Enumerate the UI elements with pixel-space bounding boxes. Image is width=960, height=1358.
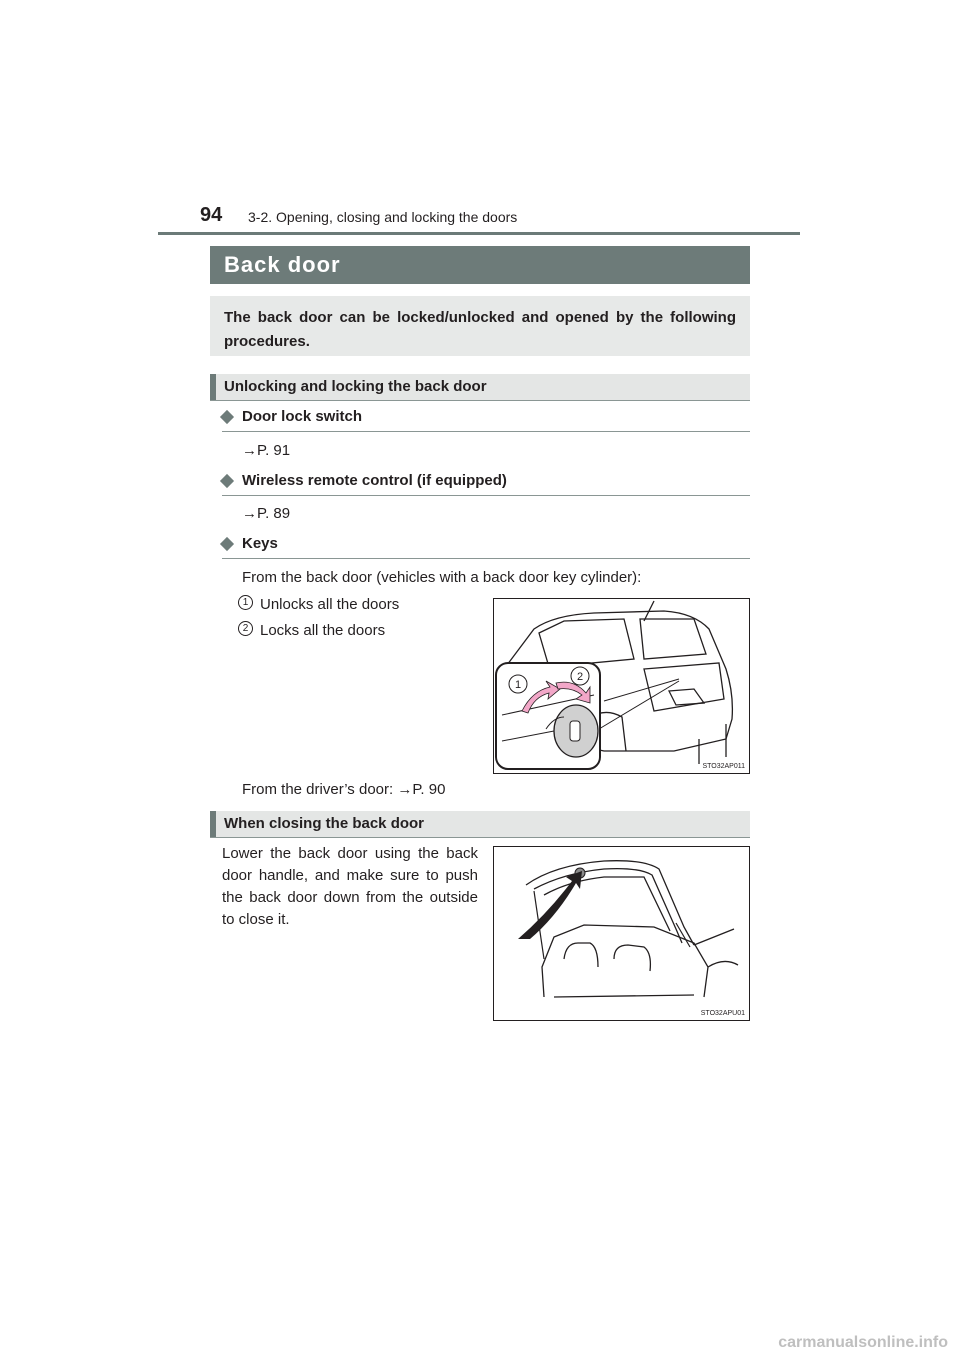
diamond-bullet-icon — [220, 474, 234, 488]
page-number: 94 — [200, 204, 223, 226]
open-back-door-illustration — [494, 847, 749, 1020]
item-label: Door lock switch — [242, 408, 363, 425]
intro-box — [210, 296, 750, 356]
step-text: Unlocks all the doors — [260, 596, 400, 613]
header-rule — [158, 232, 800, 235]
title-bar — [210, 246, 750, 284]
closing-text-block — [222, 843, 478, 931]
keys-intro: From the back door (vehicles with a back door key cylinder): — [242, 569, 642, 586]
page-title: Back door — [224, 252, 341, 277]
step-number: 2 — [238, 621, 253, 636]
closing-text: Lower the back door using the back door handle, and make sure to push the back door down from the outside to close it. — [222, 845, 478, 928]
driver-door-ref: From the driver’s door: →P. 90 — [242, 781, 446, 798]
step-number: 1 — [238, 595, 253, 610]
watermark: carmanualsonline.info — [778, 1334, 948, 1351]
item-label: Keys — [242, 535, 278, 552]
car-rear-illustration — [494, 599, 749, 773]
figure-label-2: 2 — [576, 671, 584, 683]
figure-code: STO32APU01 — [700, 1010, 745, 1017]
diamond-bullet-icon — [220, 410, 234, 424]
item-wireless-remote — [222, 469, 750, 496]
step-text: Locks all the doors — [260, 622, 386, 639]
subheading-bar-unlocking — [210, 374, 750, 401]
item-label: Wireless remote control (if equipped) — [242, 472, 507, 489]
figure-closing-back-door — [493, 846, 750, 1021]
intro-text: The back door can be locked/unlocked and opened by the following procedures. — [224, 309, 736, 350]
figure-key-cylinder — [493, 598, 750, 774]
page-ref-link[interactable]: →P. 89 — [242, 505, 291, 522]
item-door-lock-switch — [222, 405, 750, 432]
figure-label-1: 1 — [514, 679, 522, 691]
subheading-closing: When closing the back door — [224, 815, 425, 832]
subheading-bar-closing — [210, 811, 750, 838]
figure-code: STO32AP011 — [702, 763, 745, 770]
item-keys — [222, 532, 750, 559]
diamond-bullet-icon — [220, 537, 234, 551]
page-ref-link[interactable]: →P. 91 — [242, 442, 291, 459]
subheading-unlocking: Unlocking and locking the back door — [224, 378, 487, 395]
section-label: 3-2. Opening, closing and locking the doors — [248, 209, 518, 225]
